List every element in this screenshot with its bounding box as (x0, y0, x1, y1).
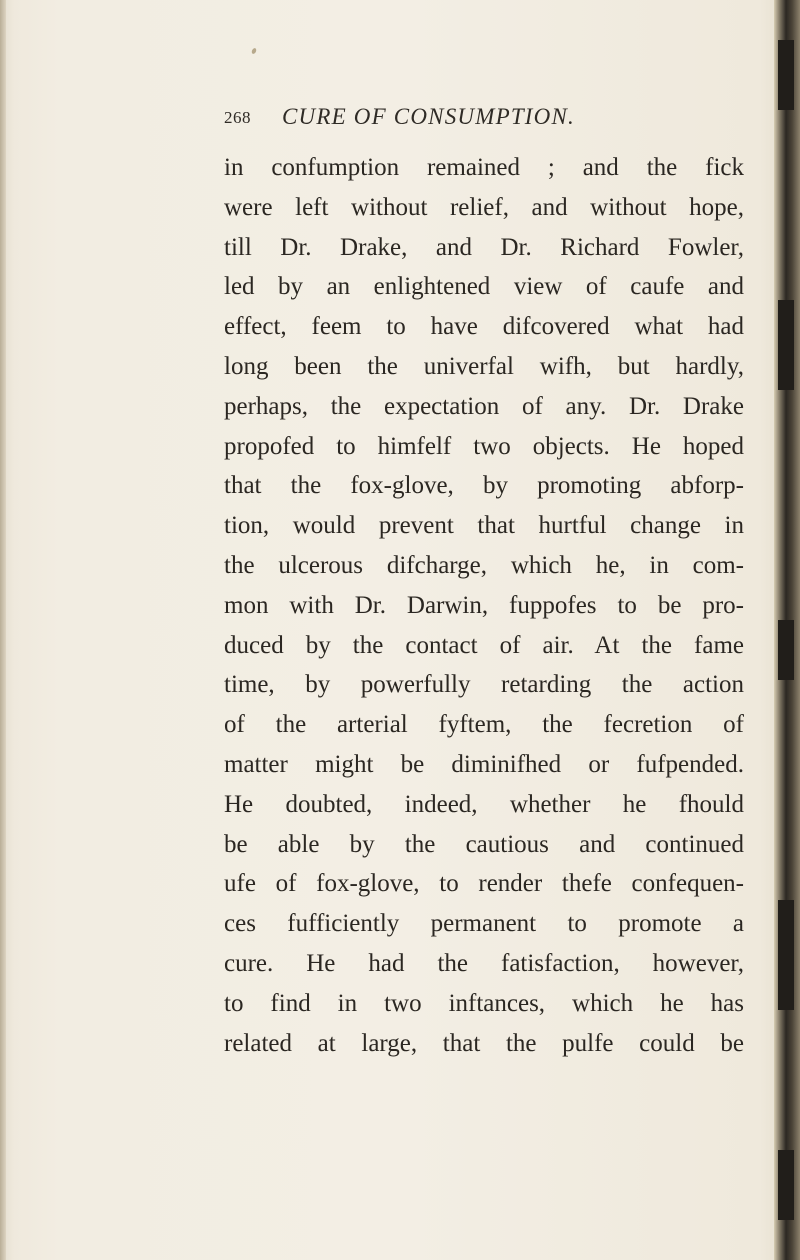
text-line: in confumption remained ; and the fick (224, 154, 744, 181)
text-line: He doubted, indeed, whether he fhould (224, 790, 744, 818)
text-line: matter might be diminifhed or fufpended. (224, 750, 744, 778)
text-line: time, by powerfully retarding the action (224, 671, 744, 699)
text-line: be able by the cautious and continued (224, 830, 744, 858)
page-number: 268 (224, 108, 251, 127)
text-line: that the fox-glove, by promoting abforp- (224, 472, 744, 500)
text-line: related at large, that the pulfe could be (224, 1029, 744, 1057)
text-line: till Dr. Drake, and Dr. Richard Fowler, (224, 233, 744, 261)
text-line: led by an enlightened view of caufe and (224, 273, 744, 301)
text-line: ufe of fox-glove, to render thefe confequen- (224, 870, 744, 898)
page-header (224, 104, 744, 136)
text-line: cure. He had the fatisfaction, however, (224, 949, 744, 977)
text-line: tion, would prevent that hurtful change in (224, 512, 744, 540)
page-left-edge (0, 0, 6, 1260)
text-line: duced by the contact of air. At the fame (224, 631, 744, 659)
running-head: CURE OF CONSUMPTION. (282, 104, 575, 129)
text-line: propofed to himfelf two objects. He hoped (224, 432, 744, 460)
text-line: perhaps, the expectation of any. Dr. Drake (224, 392, 744, 420)
book-gutter-shadow (774, 0, 800, 1260)
text-line: to find in two inftances, which he has (224, 989, 744, 1017)
text-line: ces fufficiently permanent to promote a (224, 910, 744, 938)
text-line: mon with Dr. Darwin, fuppofes to be pro- (224, 591, 744, 619)
body-text (224, 148, 744, 1063)
text-line: long been the univerfal wifh, but hardly, (224, 352, 744, 380)
text-line: the ulcerous difcharge, which he, in com- (224, 551, 744, 579)
text-line: were left without relief, and without hope, (224, 193, 744, 221)
text-line: of the arterial fyftem, the fecretion of (224, 711, 744, 739)
text-line: effect, feem to have difcovered what had (224, 313, 744, 341)
ink-speck (251, 47, 257, 54)
